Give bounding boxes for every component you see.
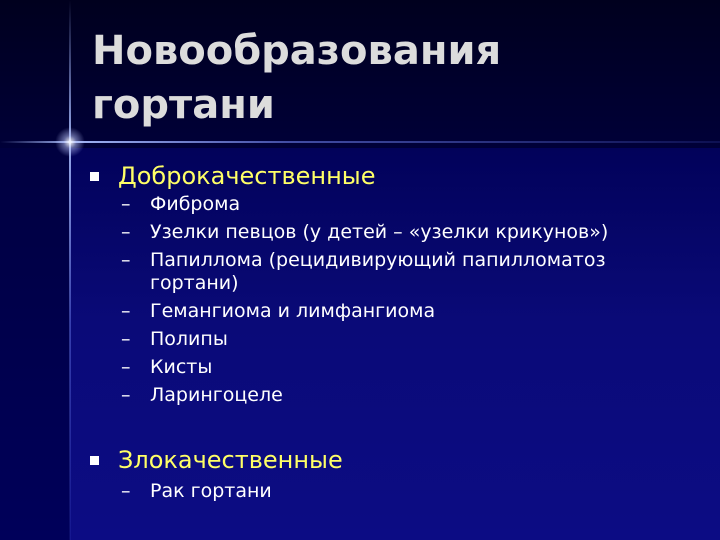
list-item (121, 477, 272, 505)
slide-title (92, 24, 501, 132)
section-heading-benign: Доброкачественные (118, 162, 376, 190)
list-item (121, 297, 608, 325)
list-item (121, 353, 608, 381)
decorative-horizontal-line (0, 141, 720, 143)
left-band (0, 148, 70, 540)
light-flare-icon (55, 127, 85, 157)
list-item-text: Кисты (150, 356, 213, 378)
list-item (121, 218, 608, 246)
list-item-text: Фиброма (150, 193, 241, 215)
dash-icon: – (121, 221, 131, 243)
title-line-2: гортани (92, 82, 275, 128)
dash-icon: – (121, 480, 131, 502)
list-item-text: Ларингоцеле (150, 384, 283, 406)
benign-tumor-list (121, 190, 608, 409)
dash-icon: – (121, 249, 131, 271)
dash-icon: – (121, 193, 131, 215)
decorative-vertical-line (69, 0, 71, 540)
malignant-tumor-list (121, 477, 272, 505)
dash-icon: – (121, 300, 131, 322)
square-bullet-icon (90, 172, 99, 181)
list-item-text: Рак гортани (150, 480, 272, 502)
list-item-text-continuation: гортани) (150, 272, 239, 294)
list-item-text: Полипы (150, 328, 228, 350)
dash-icon: – (121, 328, 131, 350)
square-bullet-icon (90, 456, 99, 465)
list-item (121, 246, 608, 297)
title-line-1: Новообразования (92, 28, 502, 74)
list-item-text: Узелки певцов (у детей – «узелки крикунов») (150, 221, 609, 243)
section-heading-malignant: Злокачественные (118, 446, 343, 474)
list-item (121, 381, 608, 409)
list-item (121, 325, 608, 353)
dash-icon: – (121, 356, 131, 378)
list-item (121, 190, 608, 218)
dash-icon: – (121, 384, 131, 406)
list-item-text: Папиллома (рецидивирующий папилломатоз (150, 249, 606, 271)
list-item-text: Гемангиома и лимфангиома (150, 300, 436, 322)
